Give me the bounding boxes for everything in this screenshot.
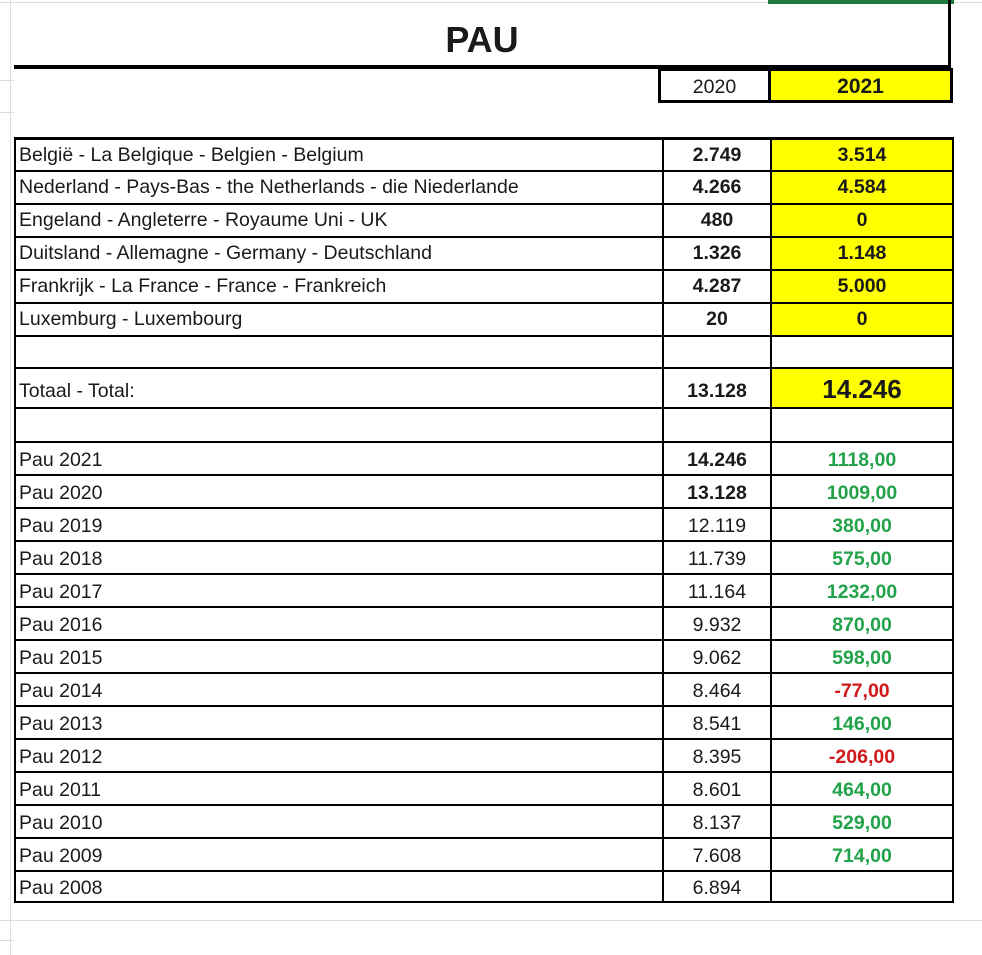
history-value[interactable]: 14.246 [687,449,747,471]
history-value[interactable]: 8.601 [692,779,742,801]
country-2020-value[interactable]: 2.749 [692,144,742,166]
table-border-left [14,137,16,903]
history-label[interactable]: Pau 2020 [19,482,103,504]
history-label[interactable]: Pau 2015 [19,647,103,669]
history-label[interactable]: Pau 2008 [19,877,103,899]
history-value[interactable]: 11.164 [687,581,747,603]
country-label[interactable]: Nederland - Pays-Bas - the Netherlands - die Niederlande [19,176,519,198]
country-2021-value[interactable]: 4.584 [837,176,887,198]
history-value[interactable]: 9.062 [692,647,742,669]
country-2020-value[interactable]: 20 [706,308,728,330]
history-diff[interactable] [771,872,953,901]
history-diff[interactable]: 575,00 [832,548,892,570]
history-label[interactable]: Pau 2021 [19,449,103,471]
total-2020-value[interactable]: 13.128 [687,380,747,402]
history-value[interactable]: 13.128 [687,482,747,504]
country-2021-value[interactable]: 3.514 [837,144,887,166]
country-label[interactable]: Duitsland - Allemagne - Germany - Deutschland [19,242,432,264]
country-2020-value[interactable]: 1.326 [692,242,742,264]
country-2021-value[interactable]: 0 [856,209,868,231]
total-label[interactable]: Totaal - Total: [19,380,135,402]
country-label[interactable]: Frankrijk - La France - France - Frankreich [19,275,387,297]
history-diff[interactable]: 529,00 [832,812,892,834]
history-diff[interactable]: 598,00 [832,647,892,669]
country-2020-value[interactable]: 4.287 [692,275,742,297]
history-diff[interactable]: 1232,00 [826,581,898,603]
history-value[interactable]: 8.395 [692,746,742,768]
country-2021-value[interactable]: 0 [856,308,868,330]
gridline-row-b [0,112,14,113]
history-diff[interactable]: 146,00 [832,713,892,735]
history-value[interactable]: 8.464 [692,680,742,702]
history-label[interactable]: Pau 2019 [19,515,103,537]
country-label[interactable]: Engeland - Angleterre - Royaume Uni - UK [19,209,388,231]
history-value[interactable]: 7.608 [692,845,742,867]
history-diff[interactable]: -206,00 [828,746,896,768]
country-label[interactable]: Luxemburg - Luxembourg [19,308,243,330]
history-diff[interactable]: 1009,00 [826,482,898,504]
gridline-row-a [0,80,14,81]
row-divider [14,335,954,337]
history-value[interactable]: 8.541 [692,713,742,735]
history-value[interactable]: 6.894 [692,877,742,899]
history-diff[interactable]: 870,00 [832,614,892,636]
history-value[interactable]: 8.137 [692,812,742,834]
country-2020-value[interactable]: 480 [700,209,734,231]
country-label[interactable]: België - La Belgique - Belgien - Belgium [19,144,364,166]
gridline-left [10,0,11,955]
history-label[interactable]: Pau 2012 [19,746,103,768]
history-label[interactable]: Pau 2013 [19,713,103,735]
country-2020-value[interactable]: 4.266 [692,176,742,198]
history-value[interactable]: 12.119 [687,515,747,537]
history-label[interactable]: Pau 2011 [19,779,102,801]
history-label[interactable]: Pau 2009 [19,845,103,867]
active-column-indicator [768,0,954,4]
row-divider [14,407,954,409]
country-2021-value[interactable]: 5.000 [837,275,887,297]
header-2020-cell[interactable]: 2020 [692,76,737,98]
history-label[interactable]: Pau 2016 [19,614,103,636]
history-diff[interactable]: 380,00 [832,515,892,537]
history-diff[interactable]: 1118,00 [827,449,897,471]
history-value[interactable]: 11.739 [687,548,747,570]
history-label[interactable]: Pau 2017 [19,581,103,603]
history-label[interactable]: Pau 2018 [19,548,103,570]
history-diff[interactable]: 714,00 [832,845,892,867]
header-border-right [950,68,953,103]
history-diff[interactable]: -77,00 [834,680,890,702]
total-2021-value[interactable]: 14.246 [822,374,902,404]
sheet-title[interactable]: PAU [445,19,519,60]
gridline-row-d [0,940,14,941]
table-border-bottom [14,901,954,903]
history-diff[interactable]: 464,00 [832,779,892,801]
country-2021-value[interactable]: 1.148 [837,242,887,264]
gridline-row-c [0,920,982,921]
history-label[interactable]: Pau 2014 [19,680,103,702]
history-value[interactable]: 9.932 [692,614,742,636]
header-2021-cell[interactable]: 2021 [837,75,884,98]
history-label[interactable]: Pau 2010 [19,812,103,834]
